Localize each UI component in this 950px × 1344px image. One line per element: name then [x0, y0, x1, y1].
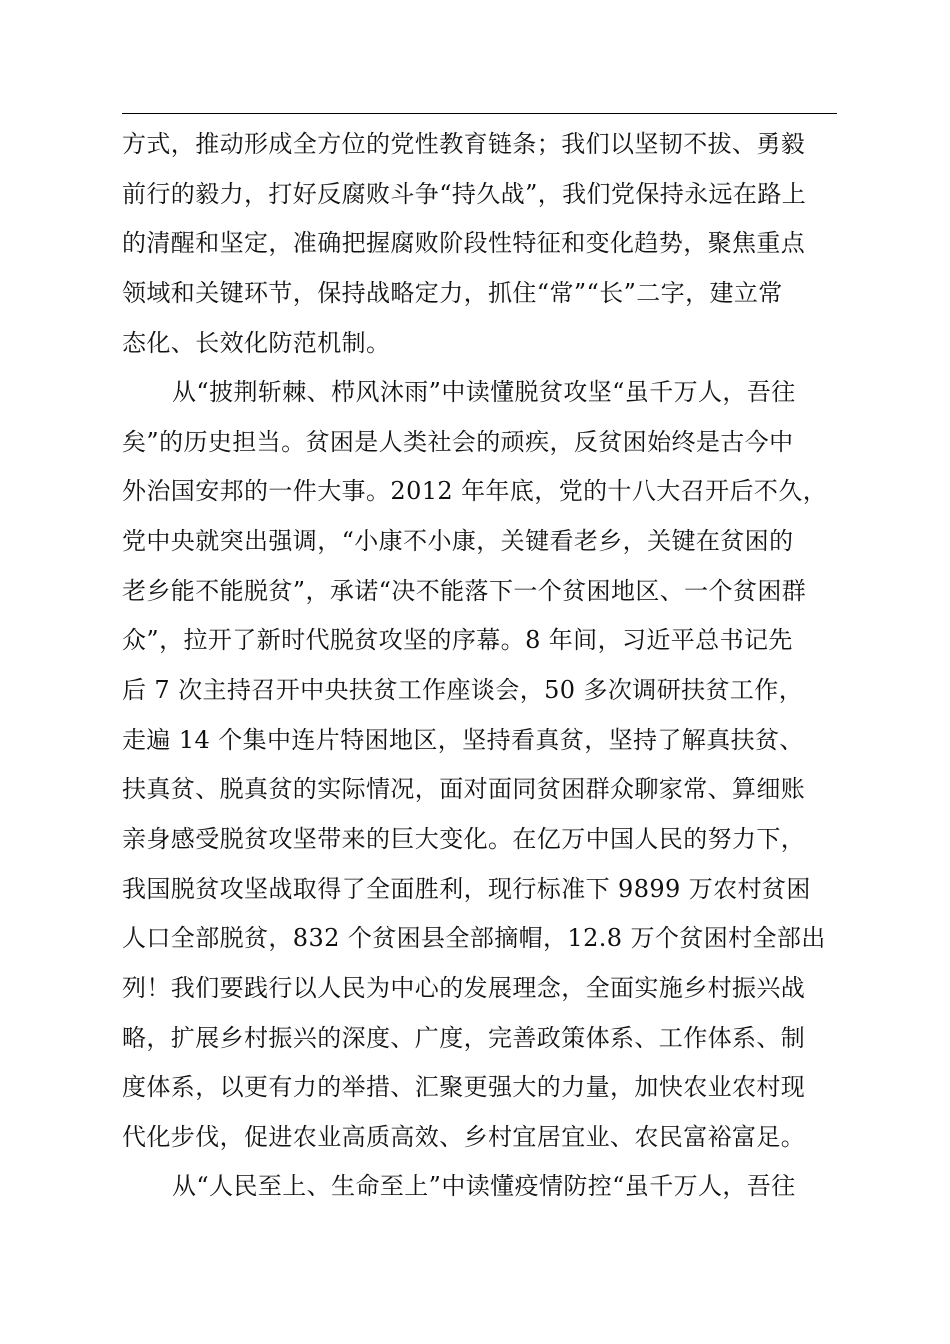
text-line: 亲身感受脱贫攻坚带来的巨大变化。在亿万中国人民的努力下， [122, 824, 806, 853]
text-line: 后 7 次主持召开中央扶贫工作座谈会，50 多次调研扶贫工作， [122, 676, 804, 705]
text-line: 矣”的历史担当。贫困是人类社会的顽疾，反贫困始终是古今中 [122, 427, 794, 456]
text-line: 走遍 14 个集中连片特困地区，坚持看真贫，坚持了解真扶贫、 [122, 725, 804, 754]
text-line: 的清醒和坚定，准确把握腐败阶段性特征和变化趋势，聚焦重点 [122, 229, 806, 258]
text-line: 我国脱贫攻坚战取得了全面胜利，现行标准下 9899 万农村贫困 [122, 874, 811, 903]
text-line: 外治国安邦的一件大事。2012 年年底，党的十八大召开后不久， [122, 477, 828, 506]
text-line: 老乡能不能脱贫”，承诺“决不能落下一个贫困地区、一个贫困群 [122, 576, 807, 605]
text-line: 列！我们要践行以人民为中心的发展理念，全面实施乡村振兴战 [122, 973, 806, 1002]
text-line: 领域和关键环节，保持战略定力，抓住“常”“长”二字，建立常 [122, 278, 783, 307]
text-line: 前行的毅力，打好反腐败斗争“持久战”，我们党保持永远在路上 [122, 179, 807, 208]
text-line: 代化步伐，促进农业高质高效、乡村宜居宜业、农民富裕富足。 [122, 1122, 806, 1151]
text-line: 扶真贫、脱真贫的实际情况，面对面同贫困群众聊家常、算细账 [122, 775, 806, 804]
paragraph-start-line: 从“人民至上、生命至上”中读懂疫情防控“虽千万人，吾往 [172, 1172, 796, 1201]
header-rule [122, 113, 837, 114]
text-line: 度体系，以更有力的举措、汇聚更强大的力量，加快农业农村现 [122, 1073, 806, 1102]
paragraph-start-line: 从“披荆斩棘、栉风沐雨”中读懂脱贫攻坚“虽千万人，吾往 [172, 378, 796, 407]
text-line: 众”，拉开了新时代脱贫攻坚的序幕。8 年间，习近平总书记先 [122, 626, 793, 655]
text-line: 略，扩展乡村振兴的深度、广度，完善政策体系、工作体系、制 [122, 1023, 806, 1052]
text-line: 态化、长效化防范机制。 [122, 328, 391, 357]
text-line: 人口全部脱贫，832 个贫困县全部摘帽，12.8 万个贫困村全部出 [122, 924, 826, 953]
text-line: 方式，推动形成全方位的党性教育链条；我们以坚韧不拔、勇毅 [122, 130, 806, 158]
document-body [122, 120, 837, 1212]
text-line: 党中央就突出强调，“小康不小康，关键看老乡，关键在贫困的 [122, 527, 794, 556]
